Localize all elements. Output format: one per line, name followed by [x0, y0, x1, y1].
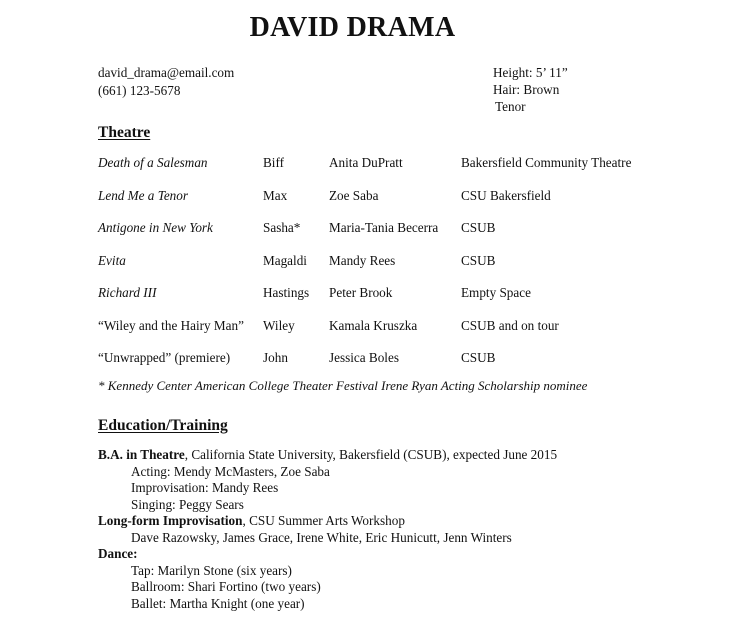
degree-title: B.A. in Theatre	[98, 447, 185, 462]
credit-role: Biff	[263, 155, 285, 170]
credit-role: Magaldi	[263, 252, 307, 268]
credit-director: Maria-Tania Becerra	[329, 220, 439, 235]
resume-name: DAVID DRAMA	[249, 12, 456, 43]
credit-venue: CSU Bakersfield	[461, 187, 551, 203]
credit-row	[98, 185, 698, 218]
credit-row	[98, 250, 698, 283]
acting-teachers: Acting: Mendy McMasters, Zoe Saba	[131, 463, 330, 479]
credit-row	[98, 315, 698, 348]
credit-role: Hastings	[263, 285, 310, 300]
credit-director: Jessica Boles	[329, 350, 399, 365]
height-text: Height: 5’ 11”	[493, 65, 568, 80]
credit-show: “Wiley and the Hairy Man”	[98, 317, 244, 333]
credit-role: Max	[263, 187, 288, 203]
degree-line	[98, 447, 557, 464]
longform-title: Long-form Improvisation	[98, 513, 243, 528]
credit-director: Peter Brook	[329, 285, 393, 300]
voice-type-text: Tenor	[495, 99, 526, 114]
credit-venue: CSUB and on tour	[461, 317, 559, 333]
education-heading: Education/Training	[98, 417, 228, 434]
theatre-credits	[98, 152, 698, 380]
theatre-footnote: * Kennedy Center American College Theater Festival Irene Ryan Acting Scholarship nominee	[98, 378, 588, 393]
credit-row	[98, 282, 698, 315]
credit-venue: Bakersfield Community Theatre	[461, 155, 632, 170]
credit-director: Anita DuPratt	[329, 155, 403, 170]
credit-show: Lend Me a Tenor	[98, 187, 188, 203]
credit-row	[98, 217, 698, 250]
credit-director: Mandy Rees	[329, 252, 396, 268]
credit-role: Sasha*	[263, 220, 301, 235]
credit-venue: Empty Space	[461, 285, 531, 300]
contact-info	[98, 64, 234, 100]
credit-role: John	[263, 350, 288, 365]
credit-role: Wiley	[263, 317, 295, 333]
hair-text: Hair: Brown	[493, 82, 560, 97]
credit-show: Antigone in New York	[98, 220, 213, 235]
tap-teacher: Tap: Marilyn Stone (six years)	[131, 562, 292, 578]
longform-teachers: Dave Razowsky, James Grace, Irene White, Eric Hunicutt, Jenn Winters	[131, 529, 512, 545]
education-list	[98, 447, 557, 612]
email-text: david_drama@email.com	[98, 65, 235, 80]
credit-show: “Unwrapped” (premiere)	[98, 350, 231, 365]
physical-stats	[493, 64, 568, 115]
credit-venue: CSUB	[461, 220, 496, 235]
credit-director: Zoe Saba	[329, 187, 379, 203]
credit-venue: CSUB	[461, 252, 496, 268]
credit-director: Kamala Kruszka	[329, 317, 418, 333]
credit-venue: CSUB	[461, 350, 496, 365]
ballet-teacher: Ballet: Martha Knight (one year)	[131, 595, 305, 611]
longform-line	[98, 513, 557, 530]
dance-label: Dance:	[98, 546, 138, 561]
ballroom-teacher: Ballroom: Shari Fortino (two years)	[131, 579, 321, 594]
longform-detail: , CSU Summer Arts Workshop	[242, 513, 405, 528]
improv-teachers: Improvisation: Mandy Rees	[131, 480, 279, 495]
credit-row	[98, 347, 698, 380]
phone-text: (661) 123-5678	[98, 83, 181, 98]
credit-show: Death of a Salesman	[98, 155, 208, 170]
credit-show: Evita	[98, 252, 126, 268]
credit-row	[98, 152, 698, 185]
theatre-heading: Theatre	[98, 124, 151, 141]
singing-teachers: Singing: Peggy Sears	[131, 496, 244, 512]
degree-detail: , California State University, Bakersfield (CSUB), expected June 2015	[184, 447, 558, 462]
credit-show: Richard III	[98, 285, 157, 300]
